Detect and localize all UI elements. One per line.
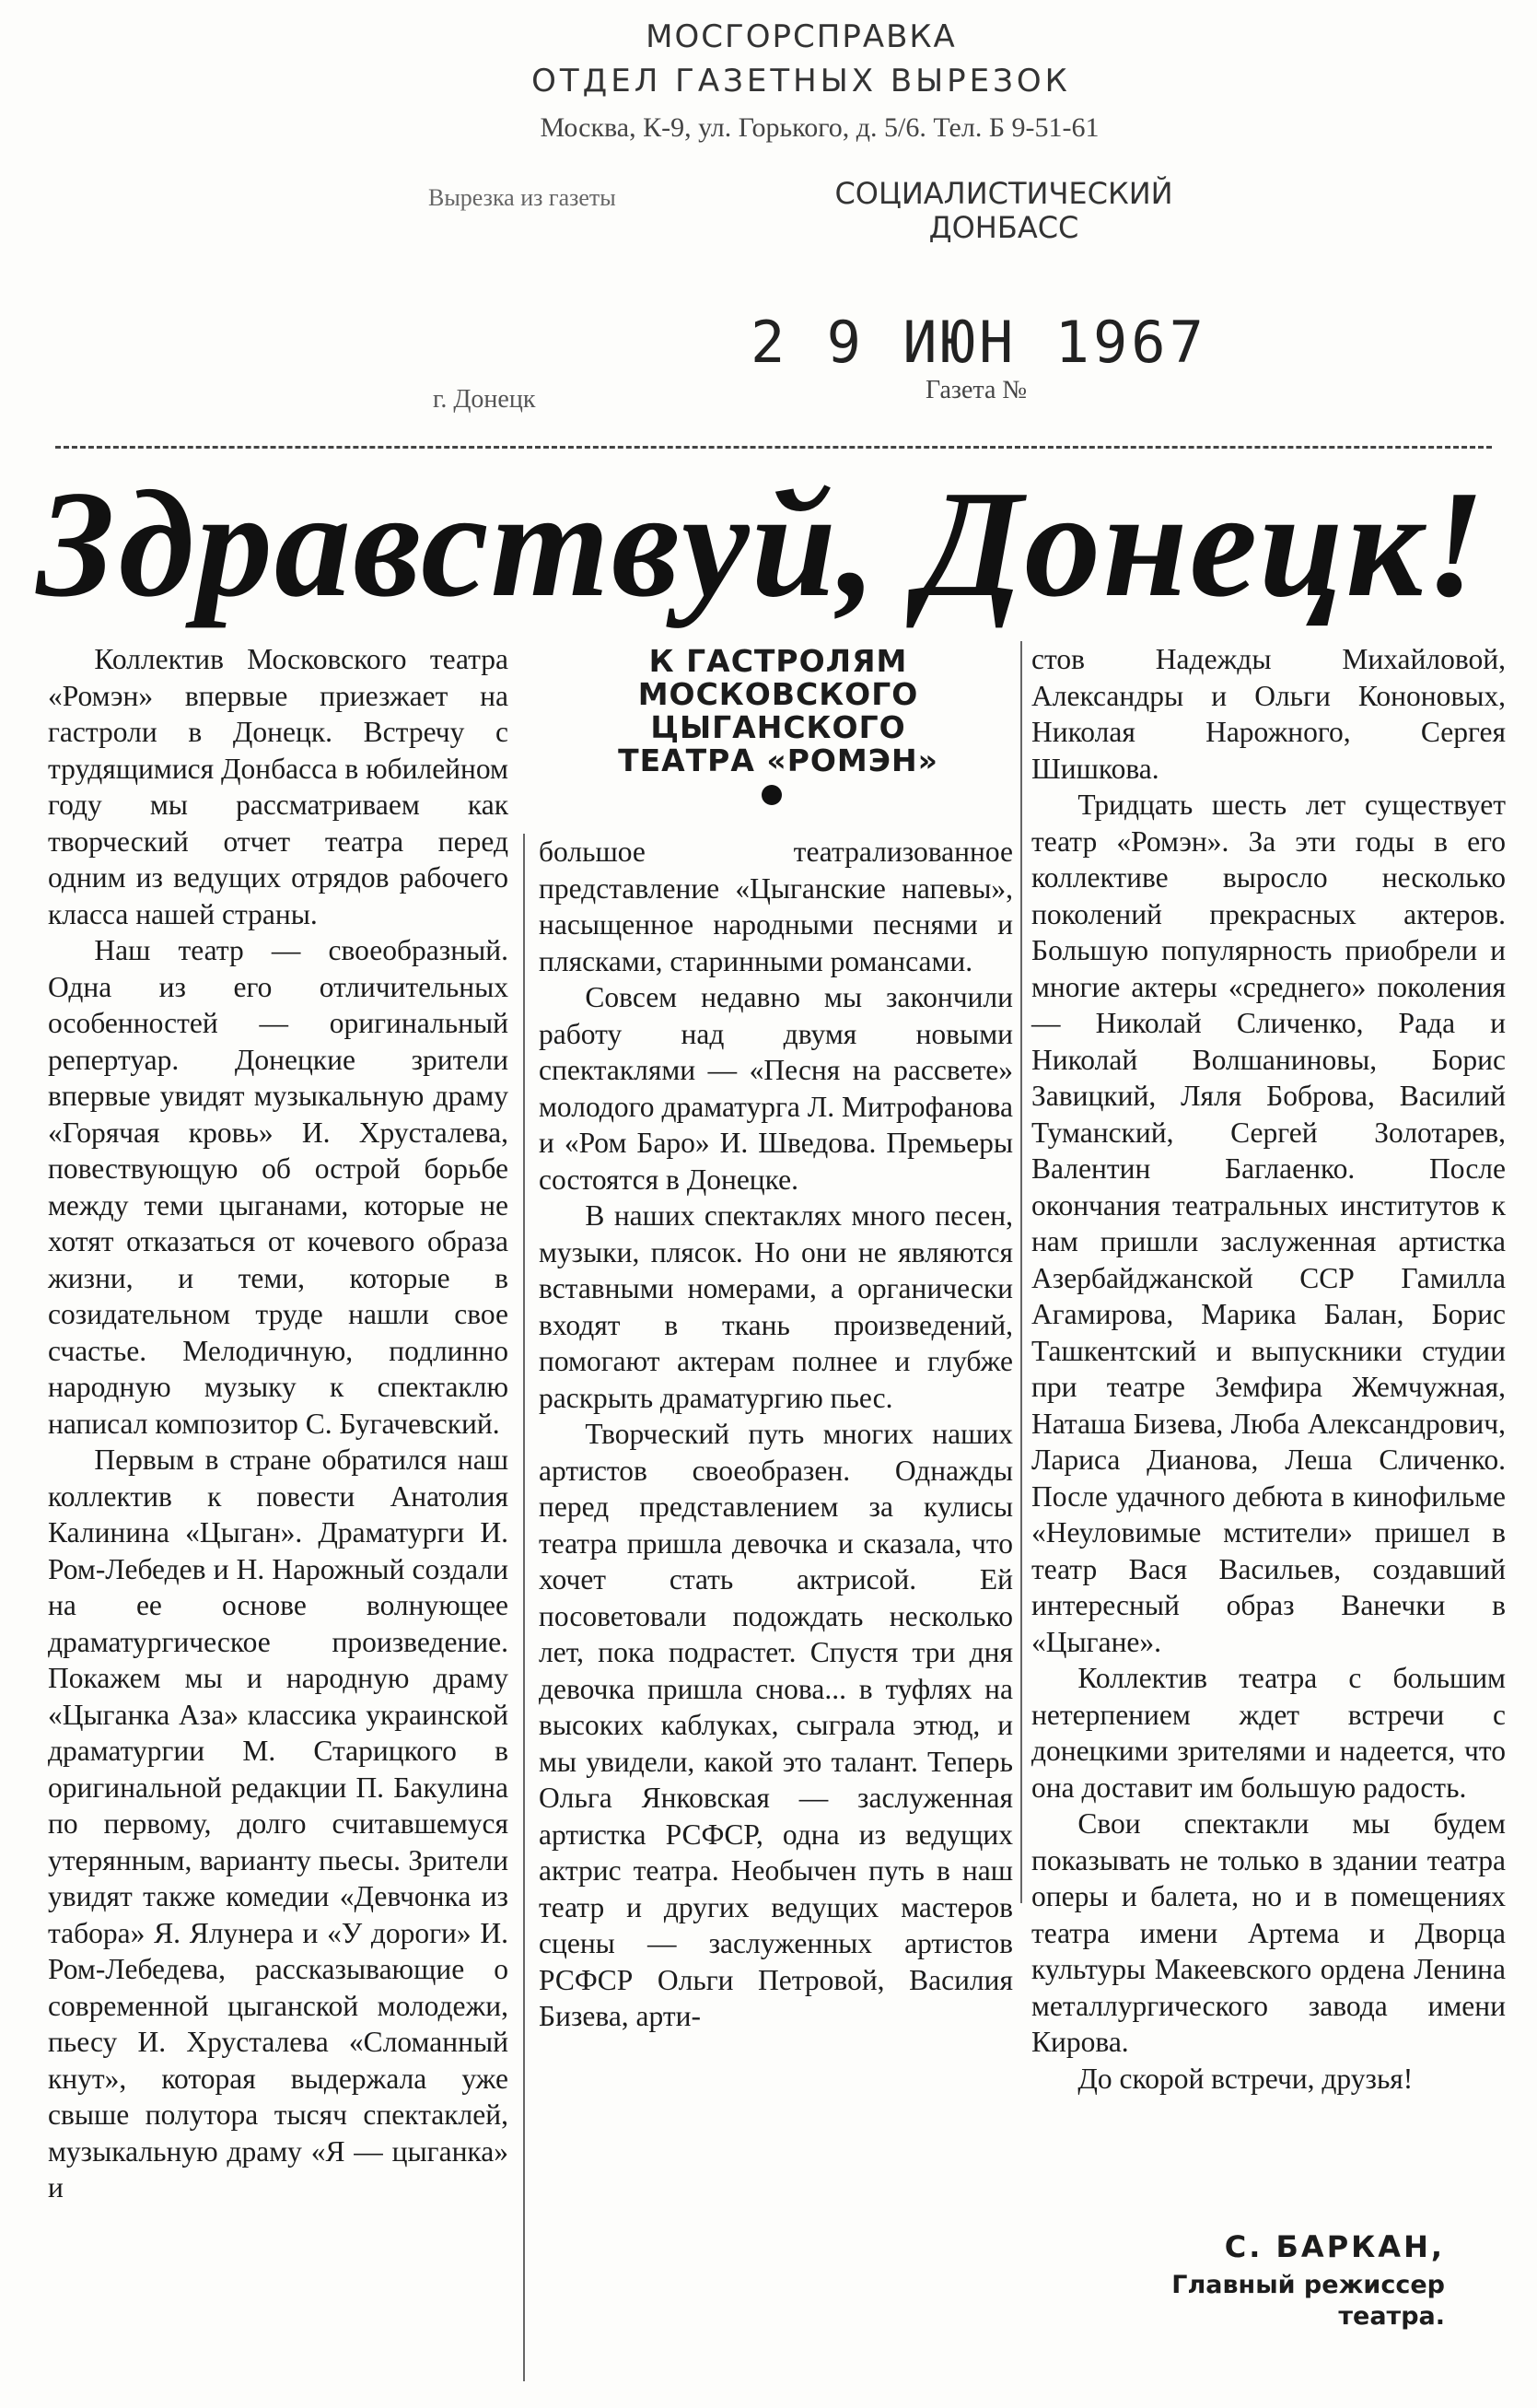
subhead-line: ТЕАТРА «РОМЭН» [618, 742, 938, 778]
paragraph: Коллектив театра с большим нетерпением ждет встречи с донецкими зрителями и надеется, что она доставит им большую радость. [1031, 1662, 1506, 1804]
paragraph: До скорой встречи, друзья! [1077, 2062, 1414, 2095]
column-divider [1020, 641, 1022, 1903]
subhead-line: МОСКОВСКОГО [637, 676, 919, 712]
article-headline: Здравствуй, Донецк! [37, 459, 1487, 628]
column-divider [523, 834, 525, 2381]
article-column-1 [48, 641, 508, 2206]
paragraph: Наш театр — своеобразный. Одна из его отличительных особенностей — оригинальный репертуар. Донецкие зрители впервые увидят музыкальную драму «Горячая кровь» И. Хрусталева, повествующую об острой борьбе между теми цыганами, которые не хотят отказаться от кочевого образа жизни, и теми, которые в созидательном труде нашли свое счастье. Мелодичную, подлинно народную музыку к спектаклю написал композитор С. Бугачевский. [48, 934, 508, 1440]
paragraph: стов Надежды Михайловой, Александры и Ольги Кононовых, Николая Нарожного, Сергея Шишкова. [1031, 643, 1506, 785]
paragraph: Свои спектакли мы будем показывать не только в здании театра оперы и балета, но и в помещениях театра имени Артема и Дворца культуры Макеевского ордена Ленина металлургического завода имени Кирова. [1031, 1807, 1506, 2058]
subhead-line: ЦЫГАНСКОГО [650, 709, 906, 745]
clipping-label: Вырезка из газеты [428, 184, 616, 211]
paragraph: Творческий путь многих наших артистов своеобразен. Однажды перед представлением за кулисы театра пришла девочка и сказала, что хочет стать актрисой. Ей посоветовали подождать несколько лет, пока подрастет. Спустя три дня девочка пришла снова... в туфлях на высоких каблуках, сыграла этюд, и мы увидели, какой это талант. Теперь Ольга Янковская — заслуженная артистка РСФСР, одна из ведущих актрис театра. Необычен путь в наш театр и других ведущих мастеров сцены — заслуженных артистов РСФСР Ольги Петровой, Василия Бизева, арти- [539, 1418, 1013, 2032]
author-signature [1171, 2229, 1445, 2332]
paragraph: Коллектив Московского театра «Ромэн» впервые приезжает на гастроли в Донецк. Встречу с трудящимися Донбасса в юбилейном году мы рассматриваем как творческий отчет театра перед одним из ведущих отрядов рабочего класса нашей страны. [48, 643, 508, 930]
author-name: С. БАРКАН, [1224, 2229, 1445, 2264]
article-subhead [553, 645, 1004, 777]
department-name: ОТДЕЛ ГАЗЕТНЫХ ВЫРЕЗОК [531, 63, 1071, 99]
paragraph: Совсем недавно мы закончили работу над двумя новыми спектаклями — «Песня на рассвете» молодого драматурга Л. Митрофанова и «Ром Баро» И. Шведова. Премьеры состоятся в Донецке. [539, 981, 1013, 1196]
article-column-3 [1031, 641, 1506, 2097]
header-rule [55, 446, 1492, 449]
paragraph: В наших спектаклях много песен, музыки, плясок. Но они не являются вставными номерами, а органически входят в ткань произведений, помогают актерам полнее и глубже раскрыть драматургию пьес. [539, 1199, 1013, 1414]
paragraph: большое театрализованное представление «Цыганские напевы», насыщенное народными песнями и плясками, старинными романсами. [539, 836, 1013, 977]
author-title-line: театра. [1338, 2302, 1445, 2331]
paragraph: Первым в стране обратился наш коллектив к повести Анатолия Калинина «Цыган». Драматурги И. Ром-Лебедев и Н. Нарожный создали на ее основе волнующее драматургическое произведение. Покажем мы и народную драму «Цыганка Аза» классика украинской драматургии М. Старицкого в оригинальной редакции П. Бакулина по первому, долго считавшемуся утерянным, варианту пьесы. Зрители увидят также комедии «Девчонка из табора» Я. Ялунера и «У дороги» И. Ром-Лебедева, рассказывающие о современной цыганской молодежи, пьесу И. Хрусталева «Сломанный кнут», которая выдержала уже свыше полутора тысяч спектаклей, музыкальную драму «Я — цыганка» и [48, 1444, 508, 2203]
newspaper-name: СОЦИАЛИСТИЧЕСКИЙ ДОНБАСС [834, 176, 1173, 245]
issue-label: Газета № [926, 376, 1028, 404]
agency-name: МОСГОРСПРАВКА [646, 18, 957, 55]
agency-address: Москва, К-9, ул. Горького, д. 5/6. Тел. Б 9-51-61 [540, 112, 1100, 143]
bullet-icon [762, 785, 782, 805]
author-title [1171, 2270, 1445, 2332]
city-label: г. Донецк [433, 385, 536, 414]
date-stamp: 2 9 ИЮН 1967 [751, 309, 1207, 376]
author-title-line: Главный режиссер [1171, 2271, 1445, 2299]
paragraph: Тридцать шесть лет существует театр «Ромэн». За эти годы в его коллективе выросло несколько поколений прекрасных актеров. Большую популярность приобрели и многие актеры «среднего» поколения — Николай Сличенко, Рада и Николай Волшаниновы, Борис Завицкий, Ляля Боброва, Василий Туманский, Сергей Золотарев, Валентин Баглаенко. После окончания театральных институтов к нам пришли заслуженная артистка Азербайджанской ССР Гамилла Агамирова, Марика Балан, Борис Ташкентский и выпускники студии при театре Земфира Жемчужная, Наташа Бизева, Люба Александрович, Лариса Дианова, Леша Сличенко. После удачного дебюта в кинофильме «Неуловимые мстители» пришел в театр Вася Васильев, создавший интересный образ Ванечки в «Цыгане». [1031, 789, 1506, 1658]
article-column-2 [539, 834, 1013, 2035]
subhead-line: К ГАСТРОЛЯМ [648, 643, 908, 679]
